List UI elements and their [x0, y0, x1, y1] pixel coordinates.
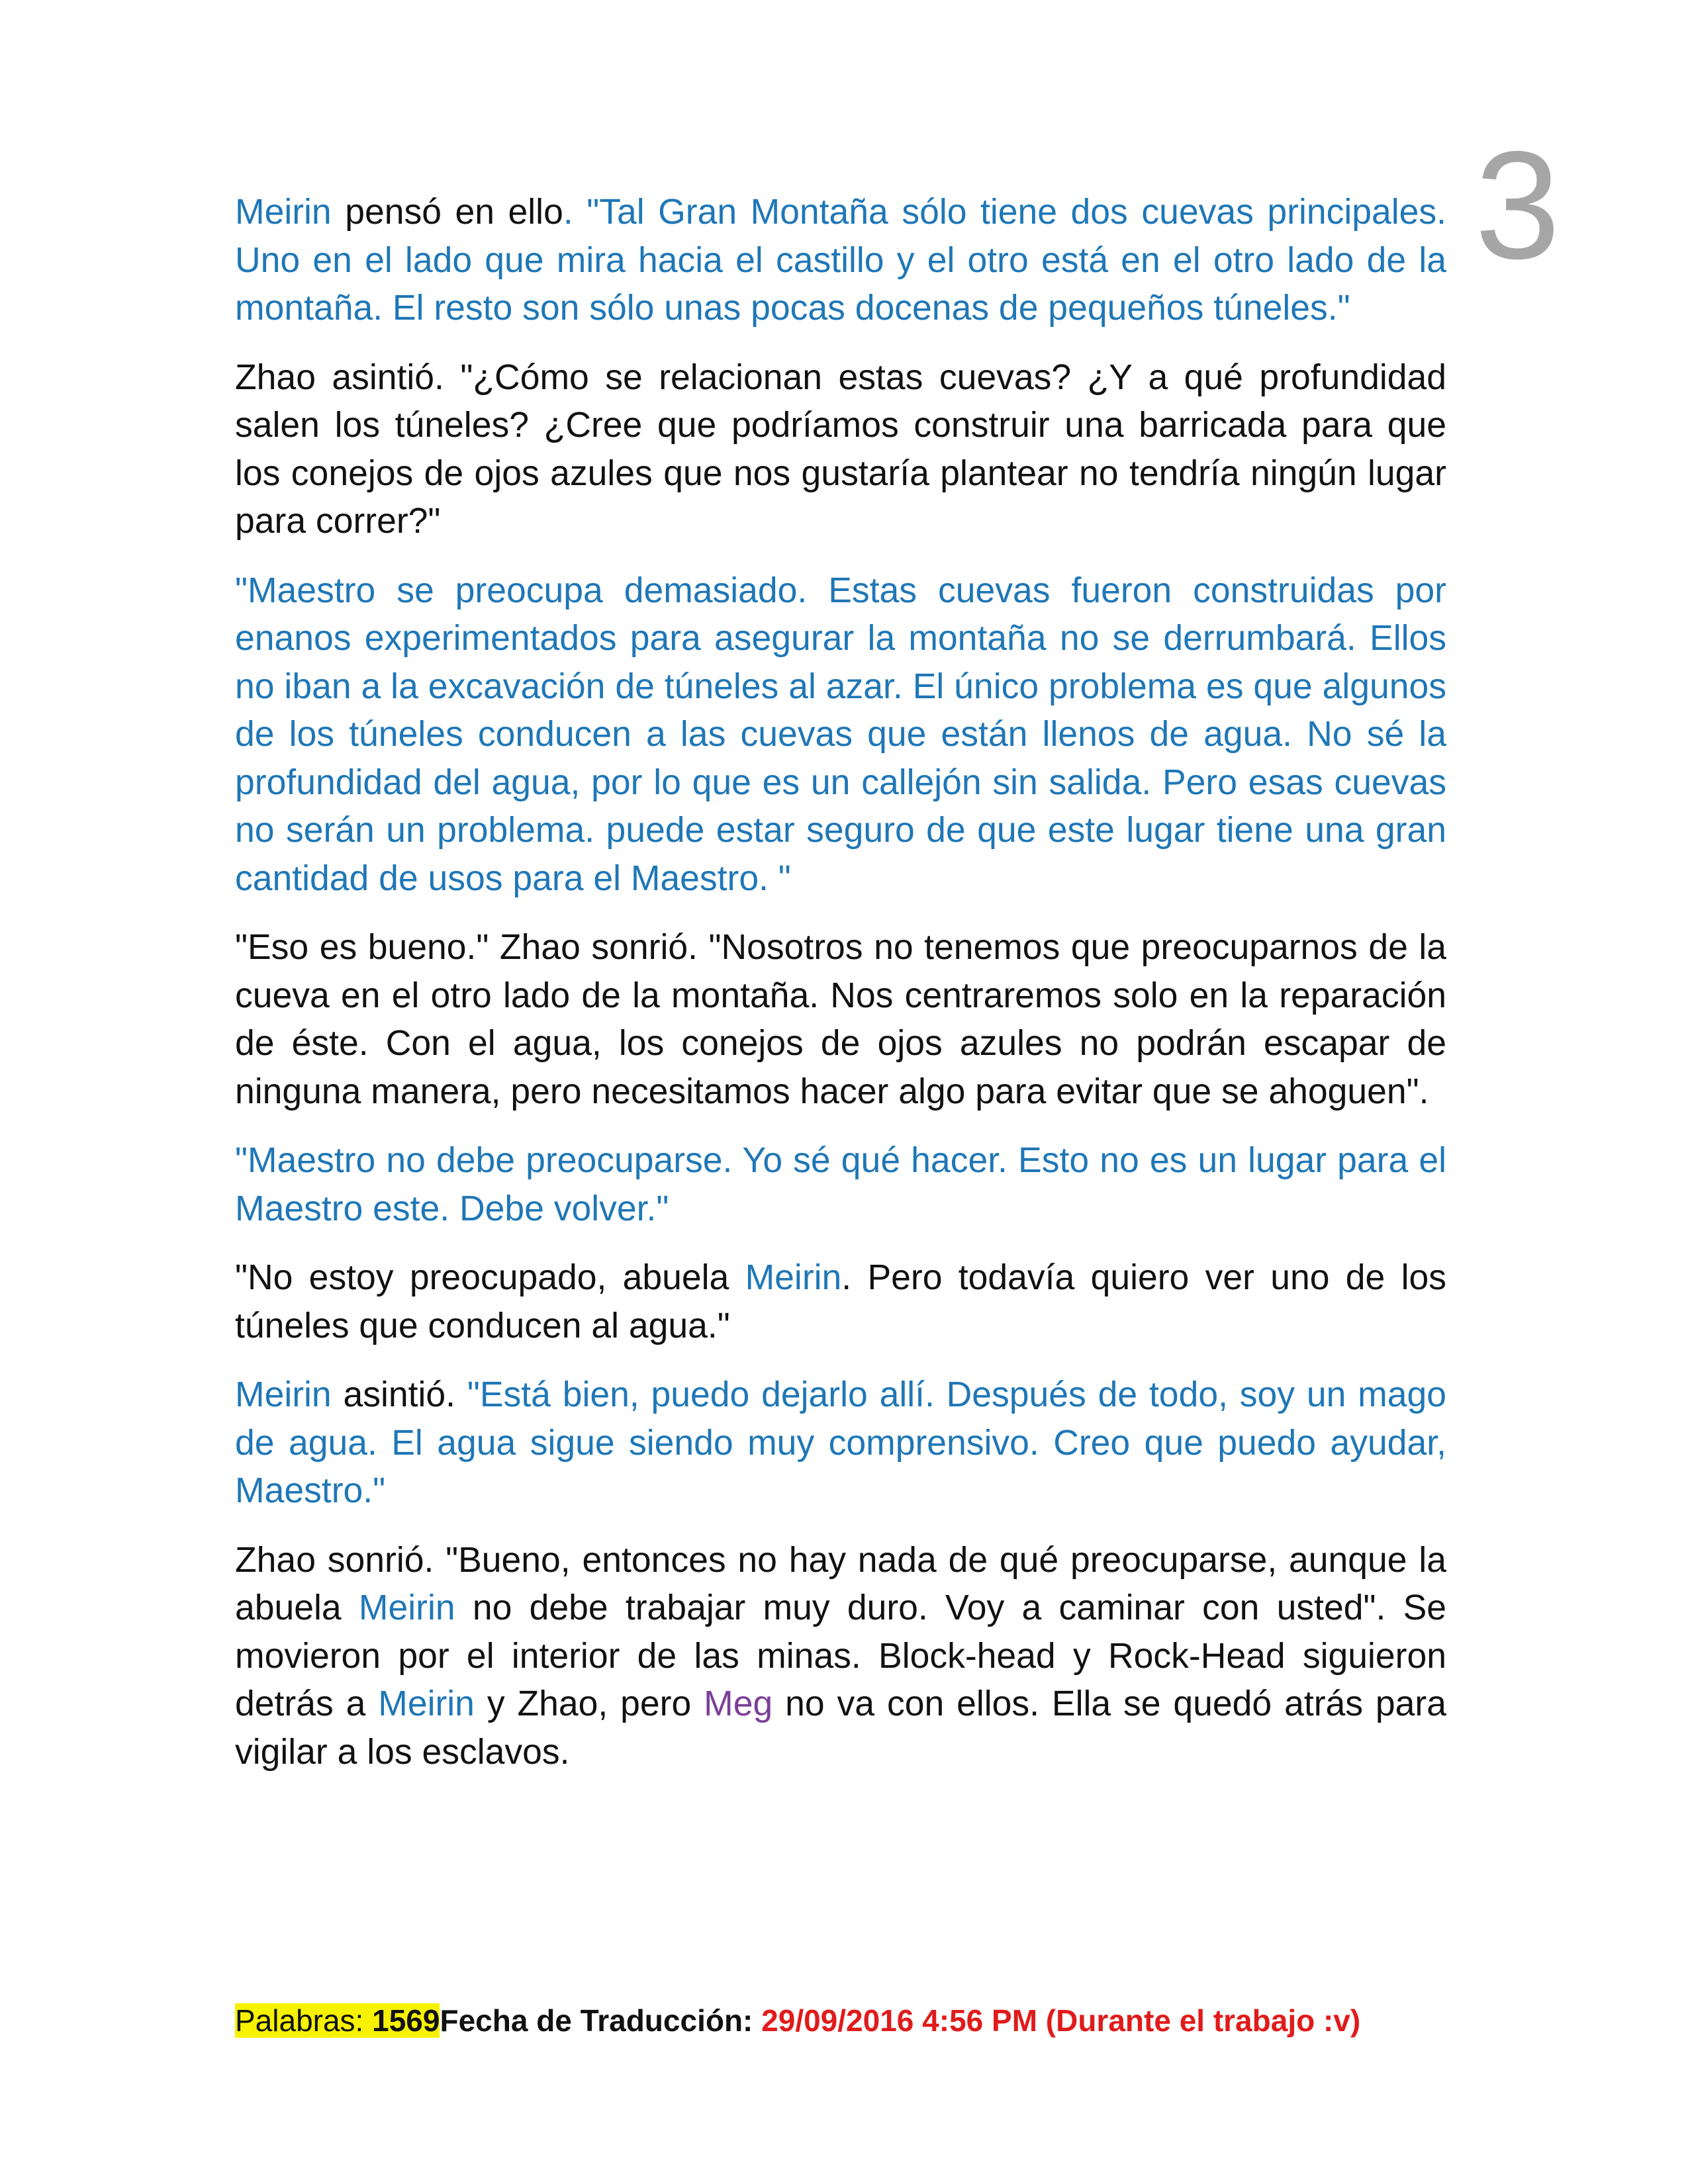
dialogue-text: "Maestro no debe preocuparse. Yo sé qué hacer. Esto no es un lugar para el Maestro este. Debe volver." [235, 1141, 1446, 1228]
character-name-text: Meg [704, 1684, 773, 1723]
document-body [235, 189, 1446, 1797]
narration-text: "No estoy preocupado, abuela [235, 1258, 745, 1297]
word-count-highlight [235, 2003, 440, 2038]
narration-text: . Pero todavía quiero ver uno de los túneles que conducen al agua." [235, 1258, 1446, 1345]
page-number: 3 [1475, 120, 1561, 291]
paragraph [235, 924, 1446, 1116]
translation-date-value: 29/09/2016 4:56 PM [761, 2003, 1038, 2038]
narration-text: no debe trabajar muy duro. Voy a caminar con usted". Se movieron por el interior de las minas. Block-head y Rock-Head siguieron detrás a [235, 1588, 1447, 1723]
paragraph [235, 1371, 1446, 1516]
narration-text: Zhao sonrió. "Bueno, entonces no hay nada de qué preocuparse, aunque la abuela [235, 1540, 1446, 1627]
dialogue-text: . "Tal Gran Montaña sólo tiene dos cuevas principales. Uno en el lado que mira hacia el castillo y el otro está en el otro lado de la montaña. El resto son sólo unas pocas docenas de pequeños túneles." [235, 193, 1446, 328]
paragraph [235, 1137, 1446, 1233]
paragraph [235, 354, 1446, 546]
paragraph [235, 1537, 1446, 1777]
dialogue-text: Meirin [358, 1588, 455, 1627]
dialogue-text: "Maestro se preocupa demasiado. Estas cuevas fueron construidas por enanos experimentados para asegurar la montaña no se derrumbará. Ellos no iban a la excavación de túneles al azar. El único problema es que algunos de los túneles conducen a las cuevas que están llenos de agua. No sé la profundidad del agua, por lo que es un callejón sin salida. Pero esas cuevas no serán un problema. puede estar seguro de que este lugar tiene una gran cantidad de usos para el Maestro. " [235, 570, 1446, 898]
dialogue-text: Meirin [378, 1684, 475, 1723]
paragraph [235, 567, 1446, 903]
word-count-value: 1569 [372, 2003, 440, 2038]
translation-date-label: Fecha de Traducción: [440, 2003, 762, 2038]
narration-text: pensó en ello [331, 193, 563, 232]
translation-footer [235, 1999, 1446, 2042]
dialogue-text: Meirin [235, 1375, 332, 1414]
narration-text: "Eso es bueno." Zhao sonrió. "Nosotros no tenemos que preocuparnos de la cueva en el otro lado de la montaña. Nos centraremos solo en la reparación de éste. Con el agua, los conejos de ojos azules no podrán escapar de ninguna manera, pero necesitamos hacer algo para evitar que se ahoguen". [235, 928, 1446, 1111]
dialogue-text: Meirin [235, 193, 332, 232]
paragraph [235, 1254, 1446, 1350]
narration-text: Zhao asintió. "¿Cómo se relacionan estas cuevas? ¿Y a qué profundidad salen los túneles? ¿Cree que podríamos construir una barricada para que los conejos de ojos azules que nos gustaría plantear no tendría ningún lugar para correr?" [235, 357, 1446, 541]
paragraph [235, 189, 1446, 333]
narration-text: no va con ellos. Ella se quedó atrás para vigilar a los esclavos. [235, 1684, 1446, 1772]
translation-note: (Durante el trabajo :v) [1037, 2003, 1361, 2038]
narration-text: y Zhao, pero [474, 1684, 704, 1723]
word-count-label: Palabras: [235, 2003, 373, 2038]
dialogue-text: Meirin [745, 1258, 842, 1297]
narration-text: asintió. [331, 1375, 467, 1414]
dialogue-text: "Está bien, puedo dejarlo allí. Después de todo, soy un mago de agua. El agua sigue siendo muy comprensivo. Creo que puedo ayudar, Maestro." [235, 1375, 1446, 1510]
